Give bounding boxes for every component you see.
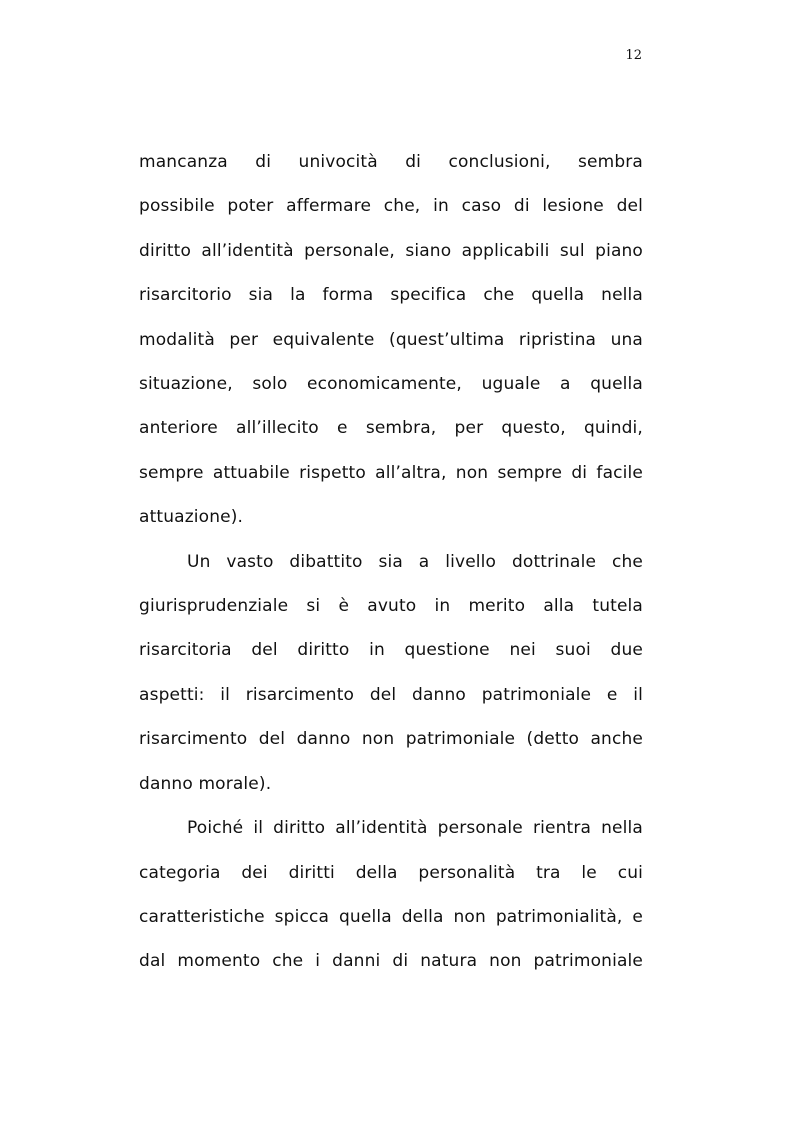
text-line: caratteristiche spicca quella della non patrimonialità, e (139, 906, 643, 927)
text-line: Un vasto dibattito sia a livello dottrinale che (187, 551, 643, 572)
text-line: risarcimento del danno non patrimoniale (detto anche (139, 729, 643, 750)
text-line: modalità per equivalente (quest’ultima ripristina una (139, 329, 643, 350)
text-line: aspetti: il risarcimento del danno patrimoniale e il (139, 684, 643, 705)
text-line: diritto all’identità personale, siano applicabili sul piano (139, 240, 643, 261)
text-line: attuazione). (139, 507, 244, 528)
text-line: risarcitoria del diritto in questione nei suoi due (139, 640, 643, 661)
text-line: giurisprudenziale si è avuto in merito alla tutela (139, 596, 643, 617)
text-line: risarcitorio sia la forma specifica che quella nella (139, 285, 643, 306)
text-line: sempre attuabile rispetto all’altra, non sempre di facile (139, 462, 643, 483)
text-line: categoria dei diritti della personalità tra le cui (139, 862, 643, 883)
text-line: anteriore all’illecito e sembra, per questo, quindi, (139, 418, 643, 439)
body-text (139, 140, 643, 984)
text-line: Poiché il diritto all’identità personale rientra nella (187, 818, 643, 839)
page-number: 12 (625, 48, 642, 63)
text-line: dal momento che i danni di natura non patrimoniale (139, 951, 643, 972)
text-line: situazione, solo economicamente, uguale a quella (139, 374, 643, 395)
text-line: possibile poter affermare che, in caso di lesione del (139, 196, 643, 217)
text-line: mancanza di univocità di conclusioni, sembra (139, 152, 643, 172)
text-line: danno morale). (139, 773, 272, 794)
